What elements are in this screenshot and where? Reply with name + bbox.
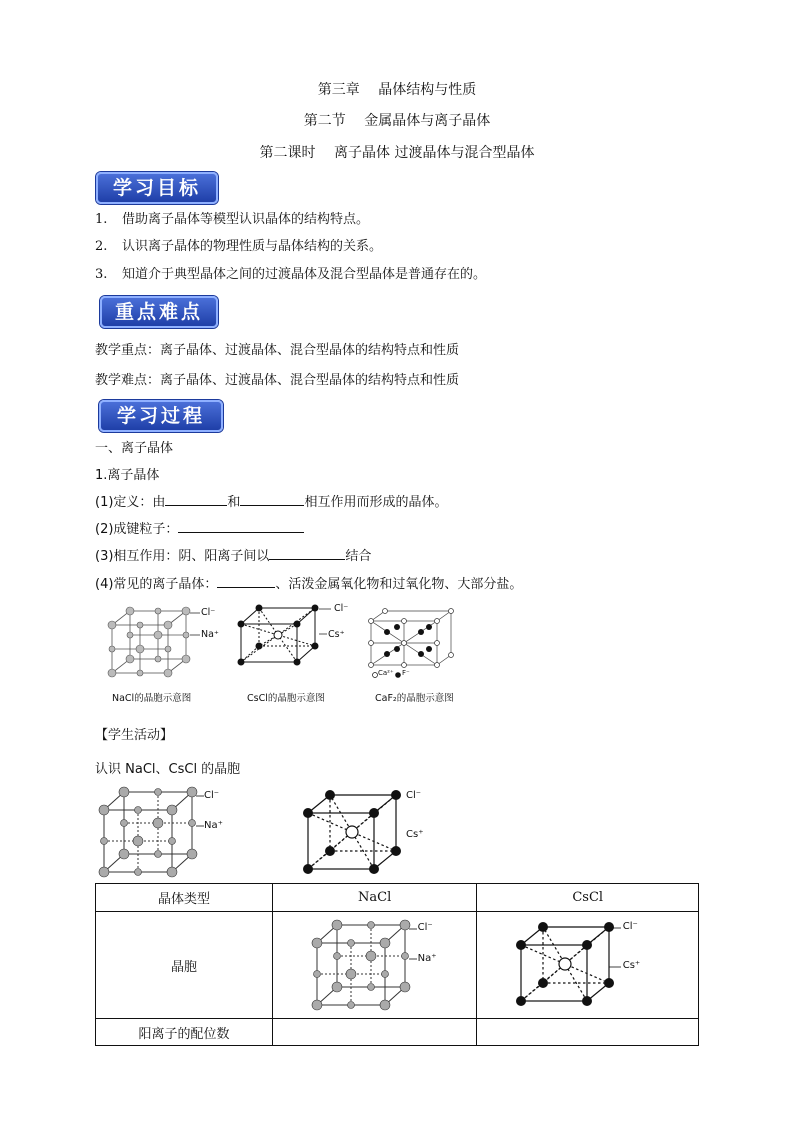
cscl-table-cl-label: Cl⁻ [622, 921, 638, 932]
section-title: 第二节 金属晶体与离子晶体 [303, 113, 491, 129]
cell-nacl-unit-cell [272, 912, 477, 1019]
header-crystal-type: 晶体类型 [96, 884, 273, 912]
answer-blank-2[interactable] [240, 493, 304, 506]
cscl-small-diagram [235, 604, 335, 666]
nacl-caption: NaCl的晶胞示意图 [112, 693, 192, 704]
header-nacl: NaCl [272, 884, 477, 912]
answer-blank-1[interactable] [165, 493, 227, 506]
key-points-badge: 重点难点 [100, 296, 218, 328]
row-label-coordination: 阳离子的配位数 [96, 1019, 273, 1046]
lesson-title: 第二课时 离子晶体 过渡晶体与混合型晶体 [259, 145, 535, 161]
subheading-ionic-crystal: 1.离子晶体 [95, 468, 160, 483]
cscl-table-cs-label: Cs⁺ [622, 960, 641, 971]
caf2-small-diagram [365, 607, 460, 669]
cell-cscl-unit-cell [477, 912, 699, 1019]
student-activity-text: 认识 NaCl、CsCl 的晶胞 [95, 762, 241, 777]
table-row-coordination [96, 1019, 699, 1046]
cscl-table-diagram [513, 919, 623, 1011]
caf2-f-legend: F⁻ [402, 669, 410, 677]
question-common-crystals: (4)常见的离子晶体： 、活泼金属氧化物和过氧化物、大部分盐。 [95, 577, 523, 592]
section-heading-ionic: 一、离子晶体 [95, 441, 174, 456]
cscl-large-cl-label: Cl⁻ [406, 790, 422, 801]
question-interaction: (3)相互作用：阴、阳离子间以 结合 [95, 549, 372, 564]
answer-blank-5[interactable] [217, 575, 275, 588]
cell-nacl-coordination[interactable] [272, 1019, 477, 1046]
nacl-small-na-label: Na⁺ [201, 629, 219, 640]
nacl-table-na-label: Na⁺ [417, 953, 437, 964]
learning-process-badge: 学习过程 [99, 400, 223, 432]
cscl-large-cs-label: Cs⁺ [406, 829, 424, 840]
nacl-large-cl-label: Cl⁻ [204, 790, 220, 801]
answer-blank-3[interactable] [178, 520, 304, 533]
nacl-table-diagram [309, 919, 419, 1011]
question-definition: (1)定义：由 和 相互作用而形成的晶体。 [95, 495, 448, 510]
answer-blank-4[interactable] [269, 547, 345, 560]
nacl-large-na-label: Na⁺ [204, 820, 223, 831]
cell-cscl-coordination[interactable] [477, 1019, 699, 1046]
header-cscl: CsCl [477, 884, 699, 912]
teaching-focus: 教学重点：离子晶体、过渡晶体、混合型晶体的结构特点和性质 [95, 343, 460, 358]
cscl-small-cs-label: Cs⁺ [328, 629, 345, 640]
row-label-unit-cell: 晶胞 [96, 912, 273, 1019]
goal-item-1: 1. 借助离子晶体等模型认识晶体的结构特点。 [95, 212, 370, 227]
teaching-difficulty: 教学难点：离子晶体、过渡晶体、混合型晶体的结构特点和性质 [95, 373, 460, 388]
nacl-small-cl-label: Cl⁻ [201, 607, 216, 618]
learning-goals-badge: 学习目标 [96, 172, 218, 204]
cscl-large-diagram [300, 787, 410, 879]
caf2-ca-legend: Ca²⁺ [378, 669, 394, 677]
chapter-title: 第三章 晶体结构与性质 [317, 82, 477, 98]
table-header-row [96, 884, 699, 912]
table-row-unit-cell [96, 912, 699, 1019]
goal-item-2: 2. 认识离子晶体的物理性质与晶体结构的关系。 [95, 239, 383, 254]
goal-item-3: 3. 知道介于典型晶体之间的过渡晶体及混合型晶体是普通存在的。 [95, 267, 487, 282]
caf2-caption: CaF₂的晶胞示意图 [375, 693, 454, 704]
question-particles: (2)成键粒子： [95, 518, 304, 537]
cscl-caption: CsCl的晶胞示意图 [247, 693, 325, 704]
student-activity-label: 【学生活动】 [95, 728, 174, 743]
comparison-table [95, 883, 699, 1046]
nacl-large-diagram [96, 786, 206, 878]
nacl-table-cl-label: Cl⁻ [417, 922, 433, 933]
cscl-small-cl-label: Cl⁻ [334, 603, 349, 614]
